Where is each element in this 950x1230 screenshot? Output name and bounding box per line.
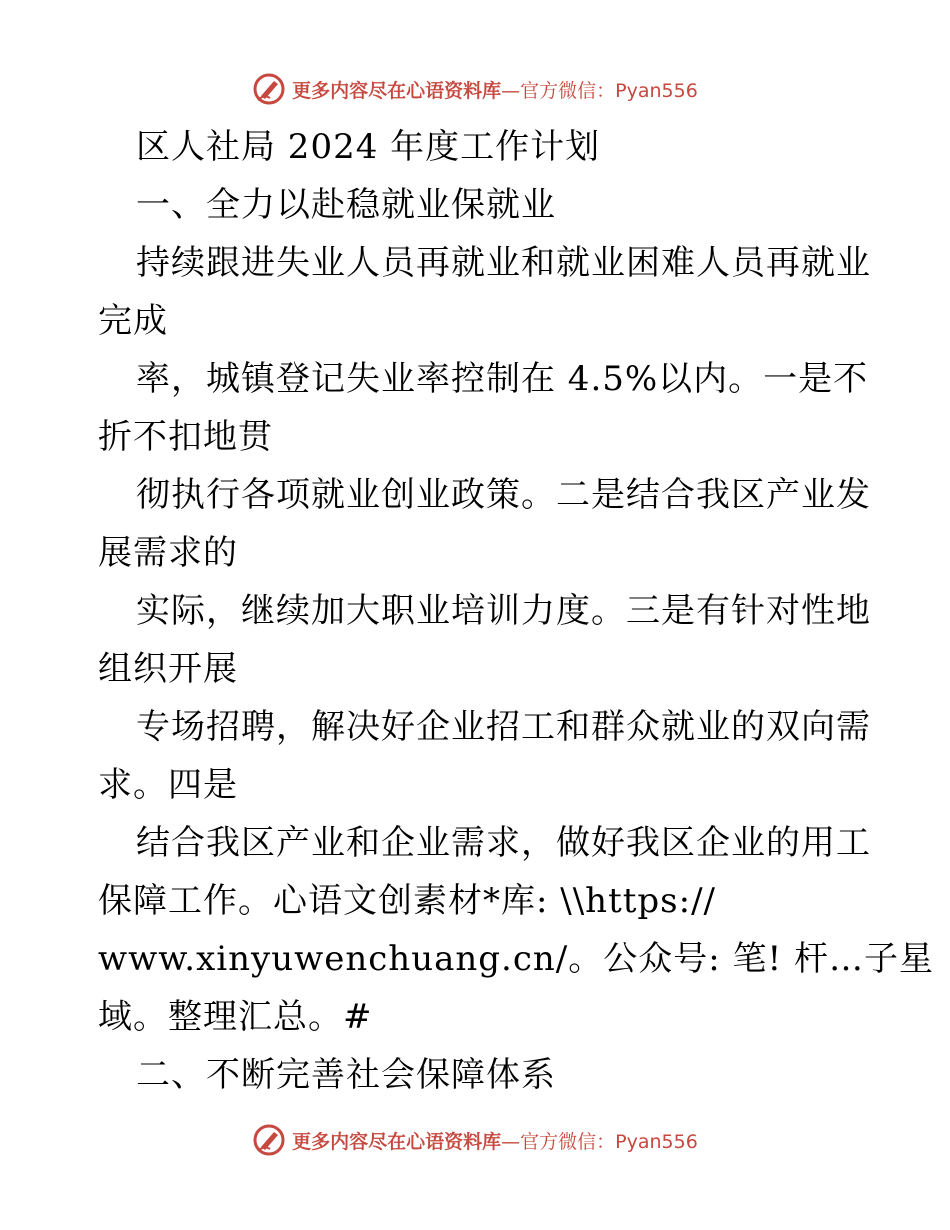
paragraph-line: 完成 [98, 301, 168, 341]
watermark-text: 更多内容尽在心语资料库—官方微信：Pyan556 [292, 1130, 698, 1153]
section-heading-1: 一、全力以赴稳就业保就业 [136, 185, 556, 225]
footer-watermark [0, 1122, 950, 1158]
paragraph-line: 组织开展 [98, 649, 238, 689]
paragraph-line: 保障工作。心语文创素材*库: \\https:// [98, 881, 716, 921]
paragraph-line: 率，城镇登记失业率控制在 4.5%以内。一是不 [136, 359, 869, 399]
watermark-text: 更多内容尽在心语资料库—官方微信：Pyan556 [292, 79, 698, 102]
section-heading-2: 二、不断完善社会保障体系 [136, 1055, 556, 1095]
brand-logo-icon [252, 72, 286, 106]
paragraph-line: www.xinyuwenchuang.cn/。公众号: 笔! 杆…子星 [98, 939, 934, 979]
paragraph-line: 域。整理汇总。# [98, 997, 373, 1037]
paragraph-line: 实际，继续加大职业培训力度。三是有针对性地 [136, 591, 871, 631]
paragraph-line: 彻执行各项就业创业政策。二是结合我区产业发 [136, 475, 871, 515]
paragraph-line: 持续跟进失业人员再就业和就业困难人员再就业 [136, 243, 871, 283]
header-watermark [0, 71, 950, 107]
paragraph-line: 专场招聘，解决好企业招工和群众就业的双向需 [136, 707, 871, 747]
paragraph-line: 求。四是 [98, 765, 238, 805]
paragraph-line: 折不扣地贯 [98, 417, 273, 457]
document-title: 区人社局 2024 年度工作计划 [136, 127, 601, 167]
paragraph-line: 展需求的 [98, 533, 238, 573]
paragraph-line: 结合我区产业和企业需求，做好我区企业的用工 [136, 823, 871, 863]
brand-logo-icon [252, 1123, 286, 1157]
